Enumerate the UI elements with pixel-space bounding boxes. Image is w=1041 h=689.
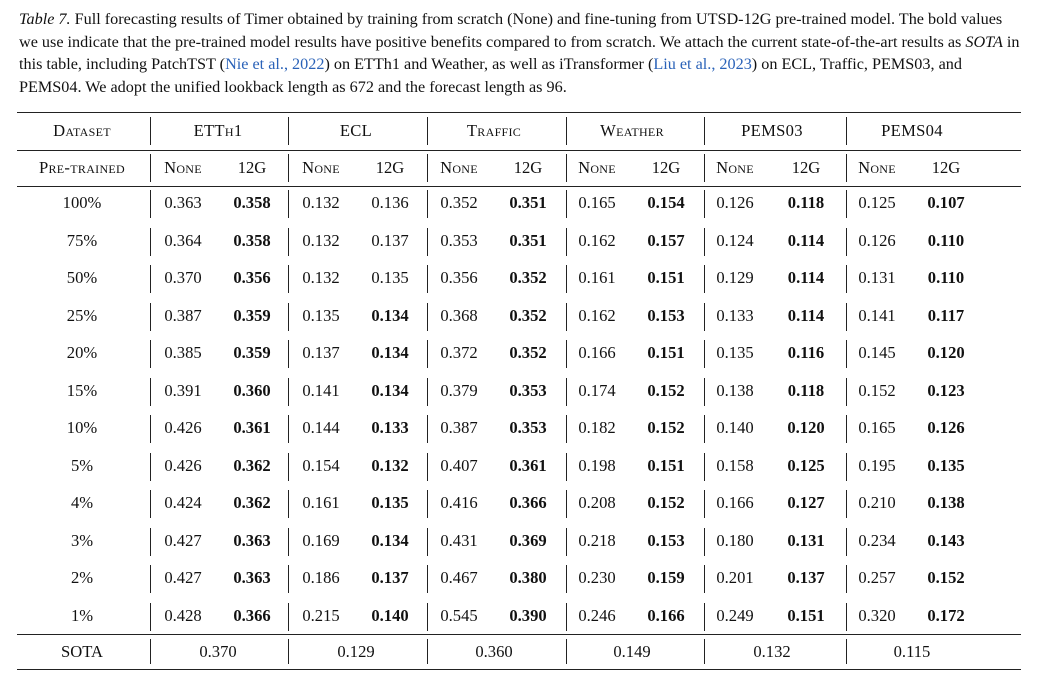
table-rule <box>17 669 1021 670</box>
table-cell: 0.140 <box>371 605 409 625</box>
column-separator <box>427 528 428 556</box>
column-separator <box>150 340 151 368</box>
citation-link-nie[interactable]: Nie et al., 2022 <box>225 55 325 74</box>
column-separator <box>150 190 151 218</box>
column-separator <box>846 340 847 368</box>
table-cell: 0.140 <box>716 418 754 437</box>
table-cell: 0.129 <box>716 268 754 287</box>
column-separator <box>704 603 705 631</box>
column-separator <box>288 639 289 664</box>
column-separator <box>704 154 705 182</box>
sota-cell: 0.360 <box>475 642 513 661</box>
sota-cell: 0.149 <box>613 642 651 661</box>
column-separator <box>288 228 289 256</box>
column-separator <box>846 415 847 443</box>
column-separator <box>288 117 289 145</box>
table-cell: 0.352 <box>509 343 547 362</box>
header-12g: 12G <box>375 158 405 177</box>
table-cell: 0.363 <box>164 193 202 212</box>
column-separator <box>704 490 705 518</box>
header-none: None <box>858 158 896 177</box>
table-cell: 0.153 <box>647 305 685 325</box>
table-cell: 0.152 <box>647 418 685 437</box>
column-separator <box>566 603 567 631</box>
column-separator <box>566 154 567 182</box>
column-separator <box>566 303 567 331</box>
column-separator <box>150 415 151 443</box>
table-cell: 0.426 <box>164 418 202 437</box>
column-separator <box>288 490 289 518</box>
table-cell: 0.162 <box>578 230 616 250</box>
column-separator <box>150 378 151 406</box>
table-cell: 0.157 <box>647 230 685 250</box>
column-separator <box>846 453 847 481</box>
table-cell: 0.361 <box>509 455 547 475</box>
table-cell: 0.123 <box>927 380 965 400</box>
table-cell: 0.166 <box>647 605 685 625</box>
table-cell: 0.368 <box>440 305 478 325</box>
column-separator <box>704 453 705 481</box>
column-separator <box>288 603 289 631</box>
table-cell: 0.131 <box>787 530 825 550</box>
column-separator <box>427 490 428 518</box>
table-cell: 0.380 <box>509 568 547 587</box>
table-cell: 0.208 <box>578 493 616 512</box>
table-cell: 0.154 <box>647 193 685 212</box>
table-cell: 0.545 <box>440 605 478 625</box>
table-cell: 0.385 <box>164 343 202 362</box>
sota-cell: 0.115 <box>893 642 931 661</box>
table-cell: 0.352 <box>509 268 547 287</box>
row-label: 4% <box>70 493 94 512</box>
table-cell: 0.370 <box>164 268 202 287</box>
column-separator <box>846 490 847 518</box>
table-cell: 0.257 <box>858 568 896 587</box>
table-cell: 0.369 <box>509 530 547 550</box>
table-cell: 0.361 <box>233 418 271 437</box>
table-caption <box>19 8 1024 98</box>
caption-text-c: ) on ETTh1 and Weather, as well as iTransformer ( <box>324 55 654 74</box>
table-cell: 0.141 <box>302 380 340 400</box>
column-separator <box>150 303 151 331</box>
table-cell: 0.132 <box>302 193 340 212</box>
table-cell: 0.467 <box>440 568 478 587</box>
row-label: 1% <box>70 605 94 625</box>
column-separator <box>427 378 428 406</box>
table-cell: 0.366 <box>233 605 271 625</box>
table-cell: 0.165 <box>858 418 896 437</box>
table-cell: 0.363 <box>233 530 271 550</box>
caption-label: Table 7. <box>19 10 71 28</box>
table-cell: 0.180 <box>716 530 754 550</box>
table-cell: 0.152 <box>927 568 965 587</box>
table-cell: 0.137 <box>371 230 409 250</box>
table-cell: 0.249 <box>716 605 754 625</box>
column-separator <box>566 117 567 145</box>
table-cell: 0.154 <box>302 455 340 475</box>
column-separator <box>150 603 151 631</box>
header-12g: 12G <box>791 158 821 177</box>
table-cell: 0.159 <box>647 568 685 587</box>
header-dataset-pems03: PEMS03 <box>741 121 803 140</box>
column-separator <box>566 453 567 481</box>
column-separator <box>566 265 567 293</box>
column-separator <box>704 340 705 368</box>
table-cell: 0.141 <box>858 305 896 325</box>
table-cell: 0.134 <box>371 343 409 362</box>
table-cell: 0.195 <box>858 455 896 475</box>
table-cell: 0.152 <box>858 380 896 400</box>
column-separator <box>427 340 428 368</box>
column-separator <box>566 228 567 256</box>
table-cell: 0.161 <box>578 268 616 287</box>
table-cell: 0.428 <box>164 605 202 625</box>
table-cell: 0.135 <box>371 493 409 512</box>
table-cell: 0.134 <box>371 530 409 550</box>
table-cell: 0.359 <box>233 305 271 325</box>
citation-link-liu[interactable]: Liu et al., 2023 <box>653 55 752 74</box>
column-separator <box>566 415 567 443</box>
table-cell: 0.198 <box>578 455 616 475</box>
table-cell: 0.166 <box>716 493 754 512</box>
column-separator <box>150 453 151 481</box>
table-cell: 0.351 <box>509 230 547 250</box>
column-separator <box>427 453 428 481</box>
table-cell: 0.136 <box>371 193 409 212</box>
table-cell: 0.132 <box>371 455 409 475</box>
table-cell: 0.138 <box>927 493 965 512</box>
table-cell: 0.358 <box>233 193 271 212</box>
table-cell: 0.118 <box>787 380 825 400</box>
row-label: 2% <box>70 568 94 587</box>
caption-text-b: in this table, including PatchTST ( <box>19 32 1020 74</box>
table-cell: 0.135 <box>716 343 754 362</box>
table-rule <box>17 150 1021 151</box>
column-separator <box>288 378 289 406</box>
table-cell: 0.379 <box>440 380 478 400</box>
table-cell: 0.246 <box>578 605 616 625</box>
table-cell: 0.151 <box>647 455 685 475</box>
table-cell: 0.353 <box>509 418 547 437</box>
table-cell: 0.427 <box>164 568 202 587</box>
column-separator <box>566 340 567 368</box>
column-separator <box>704 117 705 145</box>
table-cell: 0.126 <box>858 230 896 250</box>
table-cell: 0.133 <box>371 418 409 437</box>
column-separator <box>427 639 428 664</box>
table-cell: 0.161 <box>302 493 340 512</box>
sota-cell: 0.370 <box>199 642 237 661</box>
table-cell: 0.356 <box>440 268 478 287</box>
sota-cell: 0.132 <box>753 642 791 661</box>
table-cell: 0.426 <box>164 455 202 475</box>
table-cell: 0.169 <box>302 530 340 550</box>
column-separator <box>846 154 847 182</box>
table-cell: 0.120 <box>927 343 965 362</box>
table-cell: 0.114 <box>787 230 825 250</box>
table-cell: 0.107 <box>927 193 965 212</box>
table-cell: 0.137 <box>787 568 825 587</box>
header-none: None <box>302 158 340 177</box>
column-separator <box>288 190 289 218</box>
header-12g: 12G <box>651 158 681 177</box>
table-cell: 0.124 <box>716 230 754 250</box>
table-cell: 0.360 <box>233 380 271 400</box>
column-separator <box>427 190 428 218</box>
header-none: None <box>440 158 478 177</box>
column-separator <box>704 565 705 593</box>
table-cell: 0.359 <box>233 343 271 362</box>
row-label: 20% <box>66 343 98 362</box>
column-separator <box>846 639 847 664</box>
table-cell: 0.152 <box>647 493 685 512</box>
column-separator <box>846 528 847 556</box>
table-cell: 0.215 <box>302 605 340 625</box>
table-cell: 0.127 <box>787 493 825 512</box>
column-separator <box>427 303 428 331</box>
table-cell: 0.363 <box>233 568 271 587</box>
header-dataset-ecl: ECL <box>339 121 373 140</box>
table-cell: 0.174 <box>578 380 616 400</box>
table-cell: 0.114 <box>787 305 825 325</box>
column-separator <box>427 117 428 145</box>
table-cell: 0.116 <box>787 343 825 362</box>
column-separator <box>704 265 705 293</box>
column-separator <box>288 453 289 481</box>
row-label: 50% <box>66 268 98 287</box>
column-separator <box>288 565 289 593</box>
row-label: 3% <box>70 530 94 550</box>
row-label-sota: SOTA <box>60 642 103 661</box>
column-separator <box>704 639 705 664</box>
row-label: 5% <box>70 455 94 475</box>
column-separator <box>566 190 567 218</box>
column-separator <box>704 528 705 556</box>
header-dataset: Dataset <box>53 121 111 140</box>
caption-sota-word: SOTA <box>965 32 1003 51</box>
column-separator <box>427 415 428 443</box>
table-cell: 0.151 <box>647 343 685 362</box>
row-label: 10% <box>66 418 98 437</box>
table-cell: 0.126 <box>927 418 965 437</box>
table-cell: 0.135 <box>371 268 409 287</box>
table-rule <box>17 634 1021 635</box>
column-separator <box>566 378 567 406</box>
column-separator <box>846 265 847 293</box>
caption-text-d: ) on ECL, Traffic, PEMS03, and PEMS04. We adopt the unified lookback length as 672 and the forecast length as 96. <box>19 55 962 96</box>
column-separator <box>846 190 847 218</box>
table-cell: 0.362 <box>233 493 271 512</box>
column-separator <box>704 415 705 443</box>
column-separator <box>288 340 289 368</box>
row-label: 75% <box>66 230 98 250</box>
table-cell: 0.134 <box>371 305 409 325</box>
table-cell: 0.137 <box>371 568 409 587</box>
table-cell: 0.137 <box>302 343 340 362</box>
column-separator <box>846 565 847 593</box>
column-separator <box>704 378 705 406</box>
table-cell: 0.151 <box>787 605 825 625</box>
table-cell: 0.352 <box>509 305 547 325</box>
column-separator <box>704 303 705 331</box>
table-cell: 0.143 <box>927 530 965 550</box>
table-cell: 0.356 <box>233 268 271 287</box>
column-separator <box>288 415 289 443</box>
column-separator <box>150 265 151 293</box>
header-dataset-etth1: ETTh1 <box>193 121 243 140</box>
table-cell: 0.353 <box>440 230 478 250</box>
table-rule <box>17 186 1021 187</box>
table-cell: 0.353 <box>509 380 547 400</box>
column-separator <box>846 117 847 145</box>
table-cell: 0.362 <box>233 455 271 475</box>
column-separator <box>427 565 428 593</box>
row-label: 100% <box>62 193 102 212</box>
column-separator <box>427 265 428 293</box>
table-cell: 0.186 <box>302 568 340 587</box>
column-separator <box>846 303 847 331</box>
table-cell: 0.158 <box>716 455 754 475</box>
column-separator <box>150 639 151 664</box>
table-cell: 0.110 <box>927 230 965 250</box>
table-cell: 0.153 <box>647 530 685 550</box>
table-cell: 0.114 <box>787 268 825 287</box>
table-cell: 0.131 <box>858 268 896 287</box>
header-12g: 12G <box>513 158 543 177</box>
table-cell: 0.126 <box>716 193 754 212</box>
table-rule <box>17 112 1021 113</box>
table-cell: 0.152 <box>647 380 685 400</box>
table-cell: 0.125 <box>787 455 825 475</box>
column-separator <box>150 228 151 256</box>
table-cell: 0.145 <box>858 343 896 362</box>
table-cell: 0.135 <box>927 455 965 475</box>
header-dataset-weather: Weather <box>600 121 664 140</box>
column-separator <box>566 528 567 556</box>
column-separator <box>846 228 847 256</box>
table-cell: 0.151 <box>647 268 685 287</box>
caption-text-a: Full forecasting results of Timer obtained by training from scratch (None) and fine-tuning from UTSD-12G pre-trained model. The bold values we use indicate that the pre-trained model results have positive benefits compared to from scratch. We attach the current state-of-the-art results as <box>19 10 1003 51</box>
column-separator <box>566 639 567 664</box>
row-label: 15% <box>66 380 98 400</box>
table-cell: 0.352 <box>440 193 478 212</box>
table-cell: 0.162 <box>578 305 616 325</box>
header-12g: 12G <box>237 158 267 177</box>
table-cell: 0.138 <box>716 380 754 400</box>
header-none: None <box>716 158 754 177</box>
table-cell: 0.166 <box>578 343 616 362</box>
table-cell: 0.135 <box>302 305 340 325</box>
column-separator <box>288 528 289 556</box>
table-cell: 0.218 <box>578 530 616 550</box>
table-cell: 0.358 <box>233 230 271 250</box>
header-dataset-pems04: PEMS04 <box>881 121 943 140</box>
column-separator <box>150 565 151 593</box>
table-cell: 0.201 <box>716 568 754 587</box>
table-cell: 0.372 <box>440 343 478 362</box>
column-separator <box>288 265 289 293</box>
table-cell: 0.165 <box>578 193 616 212</box>
header-pretrained: Pre-trained <box>38 158 126 177</box>
table-cell: 0.172 <box>927 605 965 625</box>
header-none: None <box>164 158 202 177</box>
column-separator <box>150 490 151 518</box>
column-separator <box>150 154 151 182</box>
table-cell: 0.125 <box>858 193 896 212</box>
table-cell: 0.391 <box>164 380 202 400</box>
header-none: None <box>578 158 616 177</box>
column-separator <box>150 528 151 556</box>
table-cell: 0.431 <box>440 530 478 550</box>
header-12g: 12G <box>931 158 961 177</box>
table-cell: 0.366 <box>509 493 547 512</box>
table-cell: 0.320 <box>858 605 896 625</box>
table-cell: 0.110 <box>927 268 965 287</box>
table-cell: 0.351 <box>509 193 547 212</box>
table-cell: 0.118 <box>787 193 825 212</box>
sota-cell: 0.129 <box>337 642 375 661</box>
table-cell: 0.144 <box>302 418 340 437</box>
table-cell: 0.387 <box>440 418 478 437</box>
column-separator <box>846 378 847 406</box>
table-cell: 0.210 <box>858 493 896 512</box>
row-label: 25% <box>66 305 98 325</box>
table-cell: 0.427 <box>164 530 202 550</box>
column-separator <box>566 565 567 593</box>
table-cell: 0.182 <box>578 418 616 437</box>
table-cell: 0.424 <box>164 493 202 512</box>
column-separator <box>288 303 289 331</box>
column-separator <box>288 154 289 182</box>
table-cell: 0.117 <box>927 305 965 325</box>
table-cell: 0.390 <box>509 605 547 625</box>
table-cell: 0.132 <box>302 268 340 287</box>
column-separator <box>150 117 151 145</box>
column-separator <box>427 228 428 256</box>
column-separator <box>427 154 428 182</box>
table-cell: 0.407 <box>440 455 478 475</box>
column-separator <box>427 603 428 631</box>
column-separator <box>566 490 567 518</box>
table-cell: 0.120 <box>787 418 825 437</box>
table-cell: 0.230 <box>578 568 616 587</box>
table-cell: 0.132 <box>302 230 340 250</box>
column-separator <box>704 228 705 256</box>
table-cell: 0.134 <box>371 380 409 400</box>
table-cell: 0.364 <box>164 230 202 250</box>
column-separator <box>846 603 847 631</box>
column-separator <box>704 190 705 218</box>
table-cell: 0.133 <box>716 305 754 325</box>
table-cell: 0.234 <box>858 530 896 550</box>
table-cell: 0.387 <box>164 305 202 325</box>
table-cell: 0.416 <box>440 493 478 512</box>
header-dataset-traffic: Traffic <box>466 121 522 140</box>
